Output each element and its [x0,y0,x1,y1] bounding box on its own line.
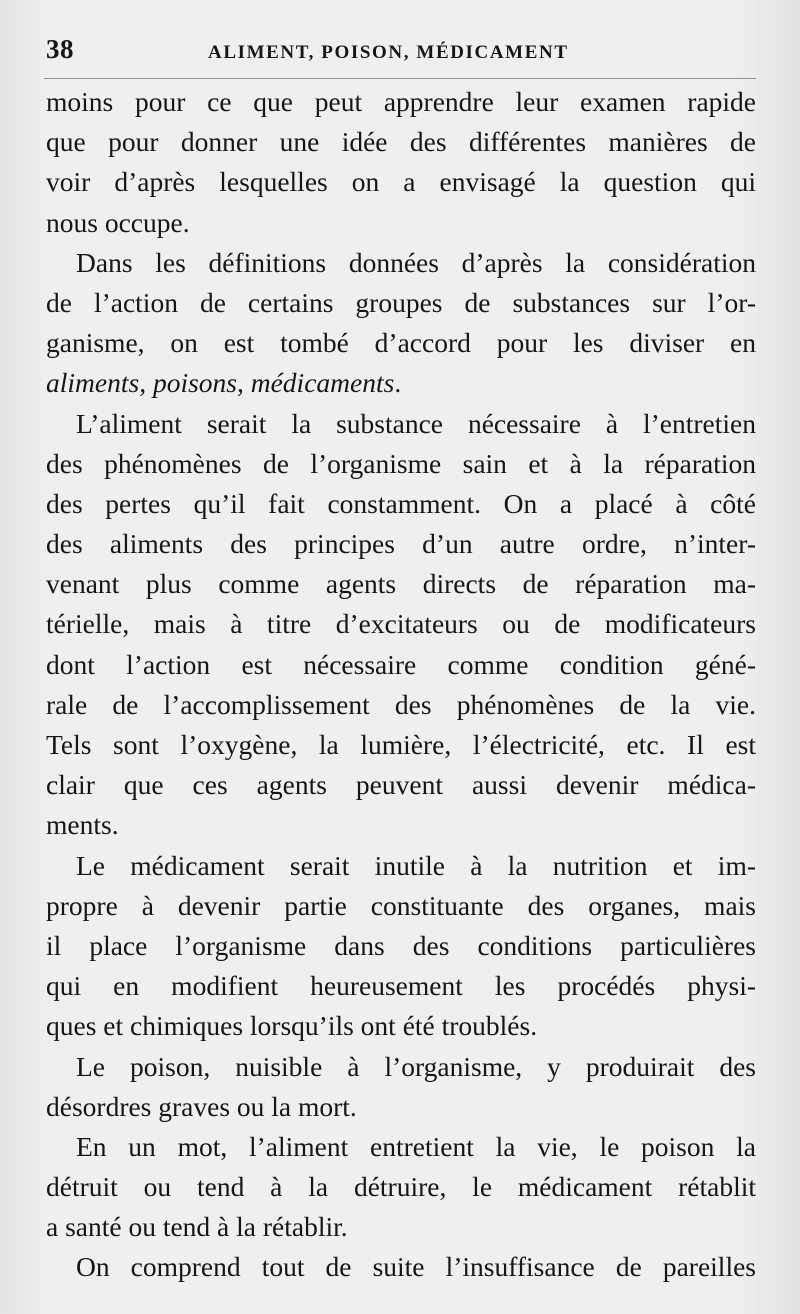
paragraph-4 [46,846,756,1047]
text-line: Dans les définitions données d’après la considération [76,246,756,278]
text-line: On comprend tout de suite l’insuffisance de pareilles [76,1251,756,1283]
text-line: il place l’organisme dans des conditions particulières [46,929,756,961]
paragraph-1 [46,82,756,243]
text-line: des aliments des principes d’un autre ordre, n’inter- [46,528,756,560]
text-line: de l’action de certains groupes de substances sur l’or- [46,286,756,318]
text-line: Le poison, nuisible à l’organisme, y produirait des [76,1050,756,1082]
text-line: moins pour ce que peut apprendre leur examen rapide [46,86,756,117]
header-rule [44,78,756,79]
body-text [46,82,756,1288]
text-line: térielle, mais à titre d’excitateurs ou de modificateurs [46,608,756,640]
text-line: que pour donner une idée des différentes manières de [46,126,756,158]
text-line: désordres graves ou la mort. [46,1090,357,1122]
paragraph-2 [46,243,756,404]
text-line: dont l’action est nécessaire comme condition géné- [46,648,756,680]
text-line: qui en modifient heureusement les procédés physi- [46,970,756,1002]
text-line: a santé ou tend à la rétablir. [46,1211,348,1243]
text-line: ques et chimiques lorsqu’ils ont été troublés. [46,1010,538,1042]
paragraph-5 [46,1047,756,1127]
paragraph-7 [46,1247,756,1287]
text-line: En un mot, l’aliment entretient la vie, le poison la [76,1130,756,1162]
page-number: 38 [46,34,74,64]
text-line: des phénomènes de l’organisme sain et à la réparation [46,447,756,479]
paragraph-3 [46,404,756,846]
text-line [46,363,756,403]
running-title: ALIMENT, POISON, MÉDICAMENT [208,42,569,63]
text-line: ments. [46,809,119,841]
text-line: L’aliment serait la substance nécessaire à l’entretien [76,407,756,439]
italic-term-list: aliments, poisons, médicaments [46,367,395,399]
text-line: détruit ou tend à la détruire, le médicament rétablit [46,1171,756,1203]
text-line: Le médicament serait inutile à la nutrition et im- [76,849,756,881]
text-line: rale de l’accomplissement des phénomènes de la vie. [46,688,756,720]
text-line: voir d’après lesquelles on a envisagé la question qui [46,166,756,198]
text-line: des pertes qu’il fait constamment. On a placé à côté [46,487,756,519]
text-line: clair que ces agents peuvent aussi devenir médica- [46,769,756,801]
text-line: venant plus comme agents directs de réparation ma- [46,568,756,600]
text-line: propre à devenir partie constituante des organes, mais [46,889,756,921]
page-header [46,34,756,74]
sentence-period: . [394,367,402,399]
paragraph-6 [46,1127,756,1248]
text-line: ganisme, on est tombé d’accord pour les diviser en [46,327,756,359]
text-line: Tels sont l’oxygène, la lumière, l’électricité, etc. Il est [46,729,756,760]
text-line: nous occupe. [46,206,190,238]
